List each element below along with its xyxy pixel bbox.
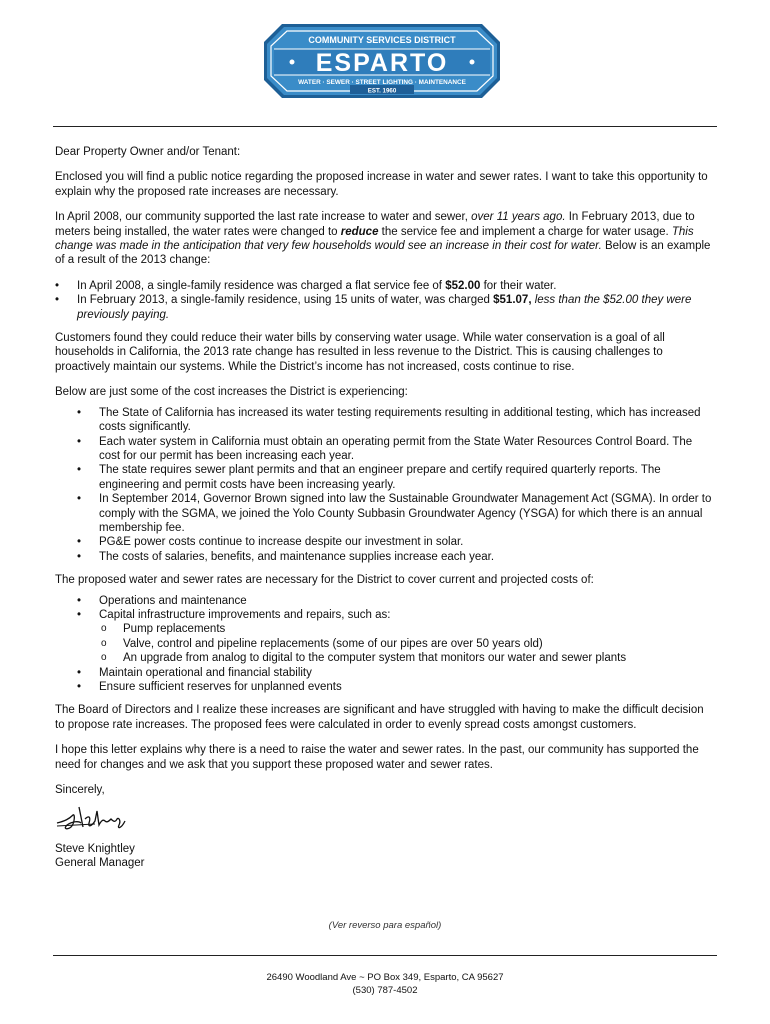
footer (0, 971, 770, 997)
needs-list-continued (77, 666, 715, 695)
logo-top-line: COMMUNITY SERVICES DISTRICT (308, 35, 456, 45)
list-item: • The State of California has increased its water testing requirements resulting in additional testing, which has increased costs significantly. (77, 406, 715, 435)
salutation: Dear Property Owner and/or Tenant: (55, 146, 241, 158)
list-item: • Maintain operational and financial stability (77, 666, 715, 680)
list-item: • Ensure sufficient reserves for unplanned events (77, 680, 715, 694)
closing: Sincerely, (55, 784, 105, 797)
paragraph-board: The Board of Directors and I realize these increases are significant and have struggled with having to make the difficult decision to propose rate increases. The proposed fees were calculated in order to evenly spread costs amongst customers. (55, 704, 704, 731)
list-item: • PG&E power costs continue to increase despite our investment in solar. (77, 535, 715, 549)
paragraph-intro: Enclosed you will find a public notice regarding the proposed increase in water and sewer rates. I want to take this opportunity to explain why the proposed rate increases are necessary. (55, 171, 708, 198)
header-divider (53, 126, 717, 127)
sublist-item: o Pump replacements (101, 622, 715, 636)
list-item: • The state requires sewer plant permits and that an engineer prepare and certify required quarterly reports. The engineering and permit costs have been increasing yearly. (77, 463, 715, 492)
paragraph-cost-intro: Below are just some of the cost increases the District is experiencing: (55, 386, 408, 399)
sublist-item: o An upgrade from analog to digital to the computer system that monitors our water and sewer plants (101, 651, 715, 665)
list-item: • In February 2013, a single-family residence, using 15 units of water, was charged $51.07, less than the $52.00 they were previously paying. (55, 293, 715, 322)
footer-divider (53, 955, 717, 956)
list-item: • In September 2014, Governor Brown signed into law the Sustainable Groundwater Management Act (SGMA). In order to comply with the SGMA, we joined the Yolo County Subbasin Groundwater Agency (YSGA) for which there is an annual membership fee. (77, 492, 715, 535)
logo-name: ESPARTO (315, 49, 449, 77)
handwritten-signature (55, 799, 145, 835)
paragraph-needs-intro: The proposed water and sewer rates are necessary for the District to cover current and projected costs of: (55, 574, 594, 587)
spanish-version-note: (Ver reverso para español) (328, 920, 442, 931)
paragraph-support: I hope this letter explains why there is a need to raise the water and sewer rates. In the past, our community has supported the need for changes and we ask that you support these proposed water and sewer rates. (55, 744, 699, 771)
footer-phone: (530) 787-4502 (352, 985, 418, 996)
example-list (55, 279, 715, 322)
esparto-csd-logo (262, 22, 502, 100)
signer-title: General Manager (55, 857, 145, 870)
paragraph-revenue: Customers found they could reduce their water bills by conserving water usage. While water conservation is a goal of all households in California, the 2013 rate change has resulted in less revenue to the District. This is causing challenges to proactively maintain our systems. While the District’s income has not increased, costs continue to rise. (55, 332, 665, 373)
logo-established: EST. 1960 (367, 87, 397, 95)
footer-address: 26490 Woodland Ave ~ PO Box 349, Esparto, CA 95627 (266, 972, 504, 983)
paragraph-history: In April 2008, our community supported the last rate increase to water and sewer, over 11 years ago. In February 2013, due to meters being installed, the water rates were changed to reduce the service fee and implement a charge for water usage. This change was made in the anticipation that very few households would see an increase in their cost for water. Below is an example of a result of the 2013 change: (55, 211, 711, 267)
list-item: • In April 2008, a single-family residence was charged a flat service fee of $52.00 for their water. (55, 279, 715, 293)
cost-increase-list (77, 406, 715, 564)
list-item: • Each water system in California must obtain an operating permit from the State Water Resources Control Board. The cost for our permit has been increasing each year. (77, 435, 715, 464)
letter-body (55, 145, 715, 871)
signer-name: Steve Knightley (55, 842, 135, 855)
logo-services: WATER · SEWER · STREET LIGHTING · MAINTENANCE (298, 79, 466, 86)
list-item: • Operations and maintenance (77, 594, 715, 608)
list-item: • The costs of salaries, benefits, and maintenance supplies increase each year. (77, 550, 715, 564)
sublist-item: o Valve, control and pipeline replacements (some of our pipes are over 50 years old) (101, 637, 715, 651)
signature-block (55, 783, 715, 871)
list-item: • Capital infrastructure improvements and repairs, such as: (77, 608, 715, 622)
needs-list (77, 594, 715, 623)
capital-sublist (101, 622, 715, 665)
